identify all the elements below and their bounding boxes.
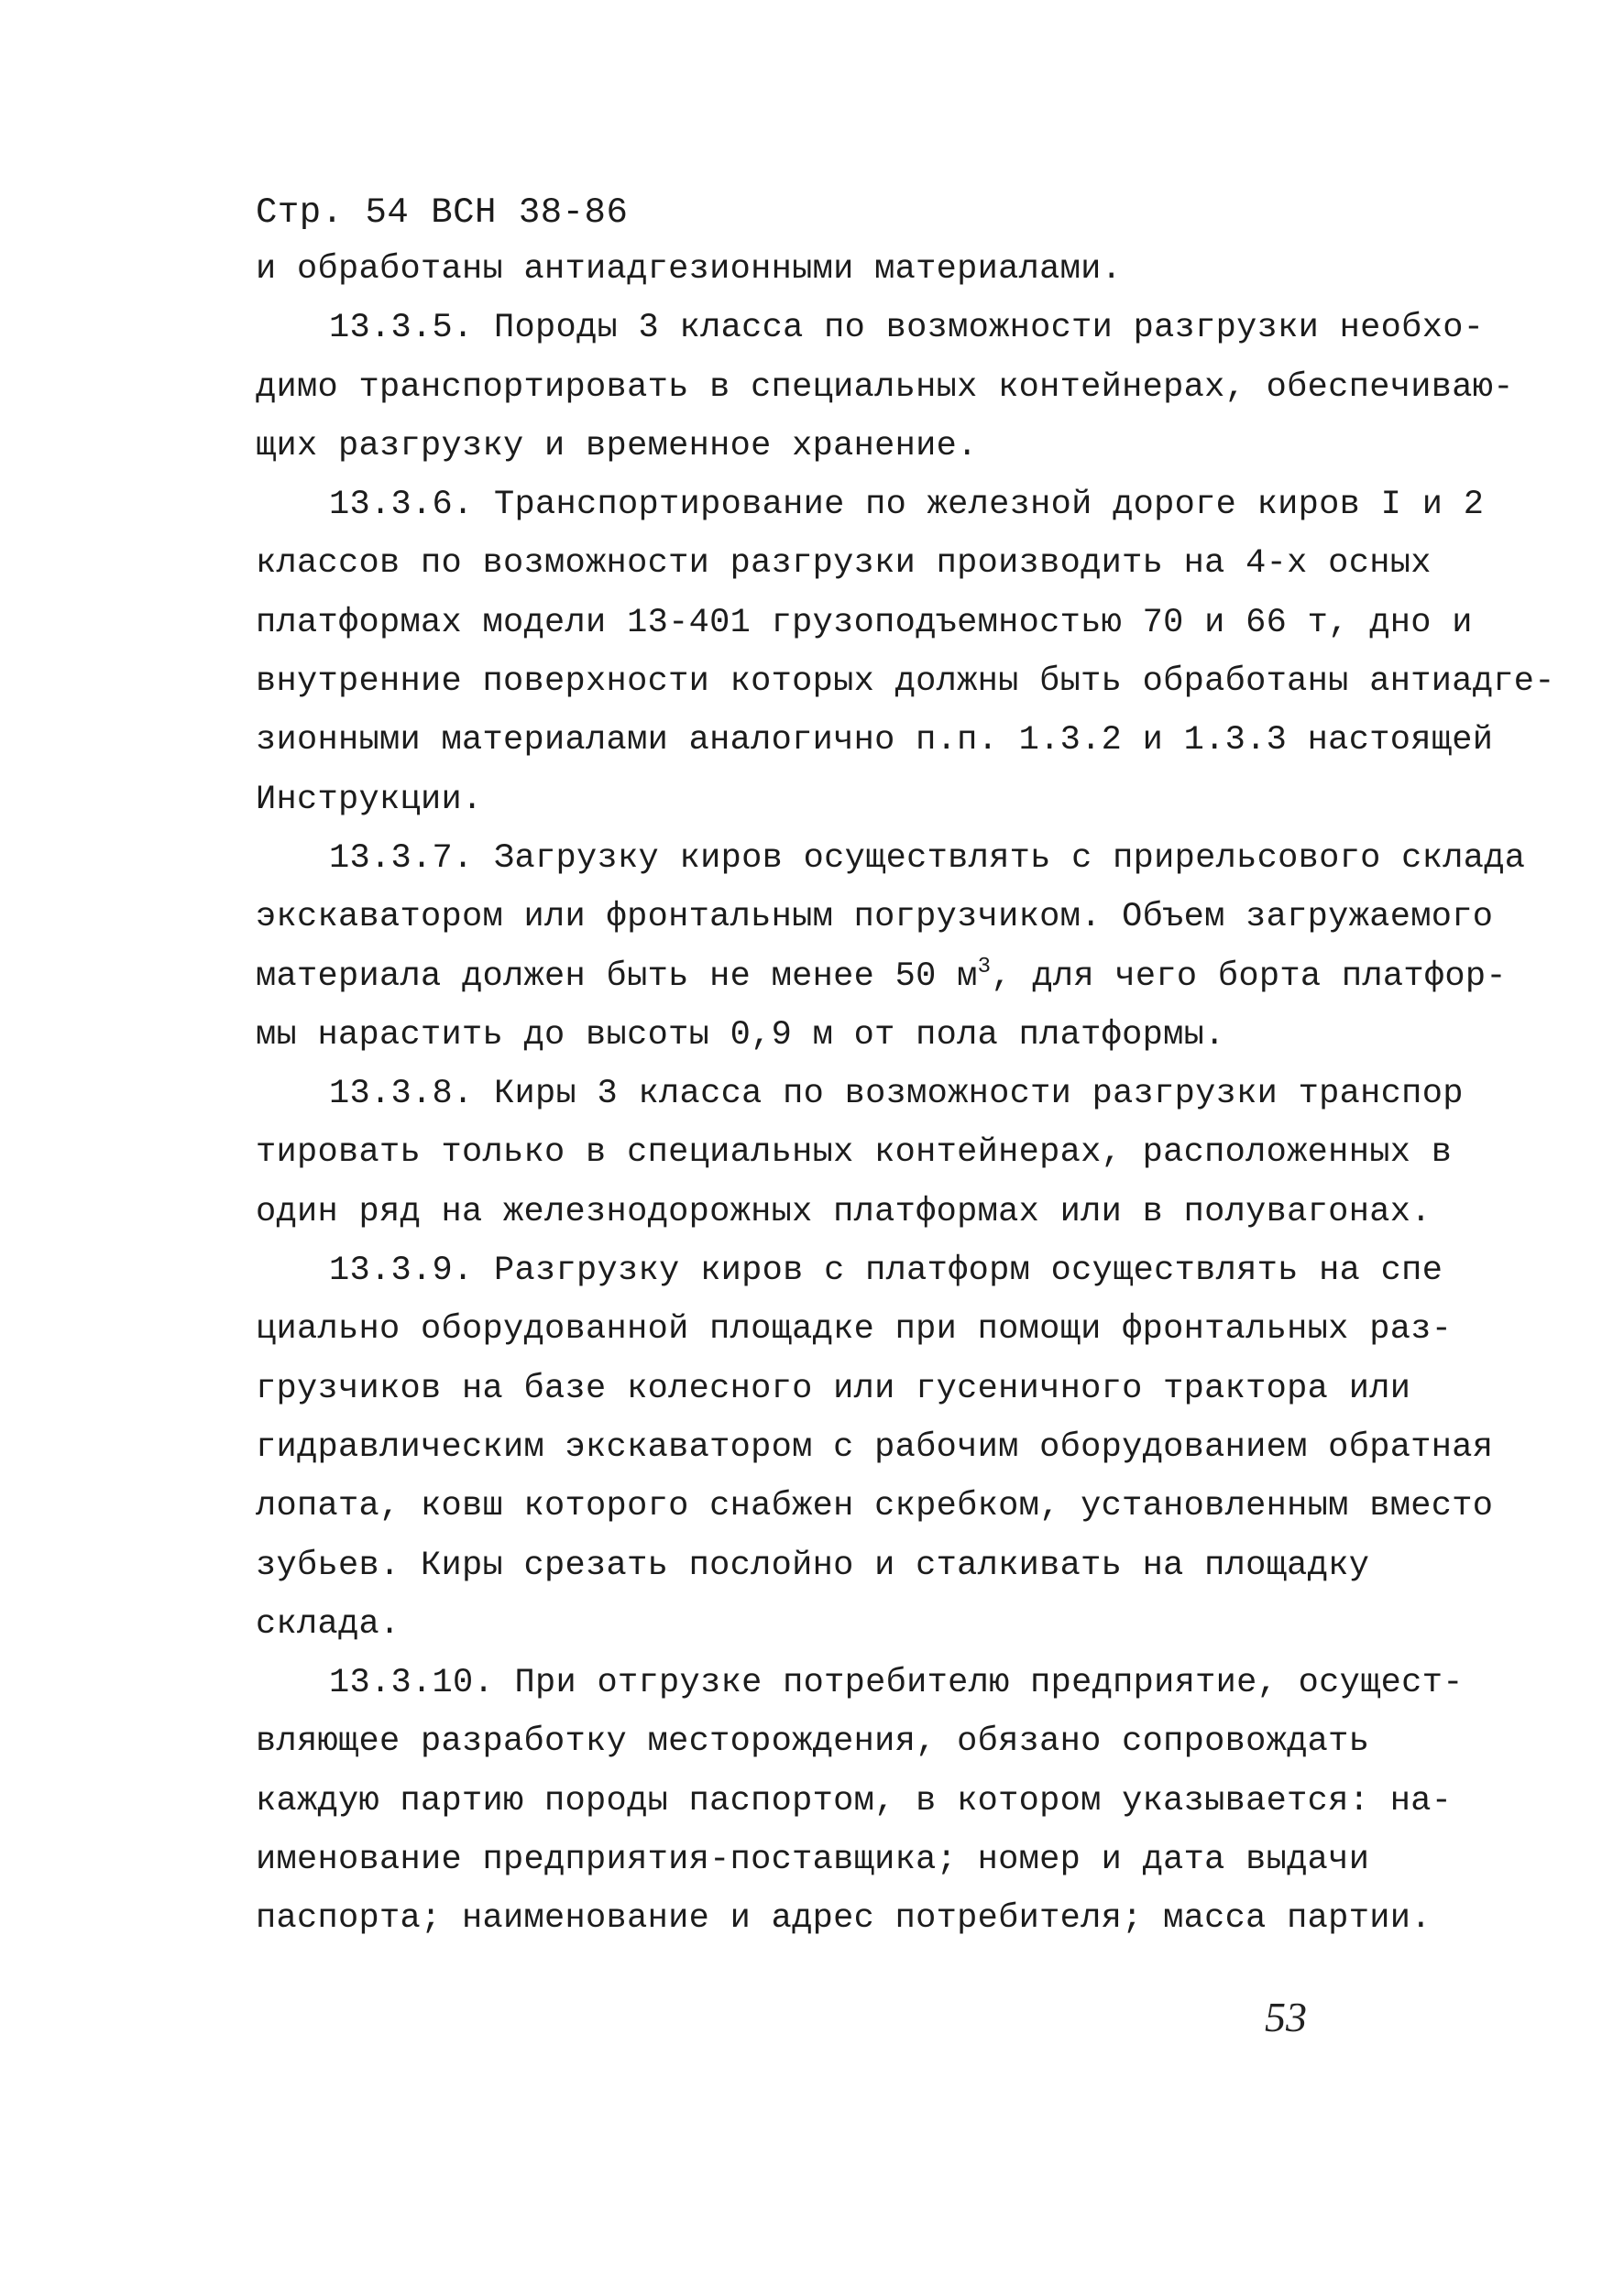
paragraph-13-3-8-start: 13.3.8. Киры 3 класса по возможности разгрузки транспор xyxy=(329,1075,1464,1114)
paragraph-13-3-5-start: 13.3.5. Породы 3 класса по возможности разгрузки необхо- xyxy=(329,309,1485,348)
paragraph-line-volume xyxy=(256,947,1507,1006)
volume-superscript: 3 xyxy=(977,954,992,979)
paragraph-line: зубьев. Киры срезать послойно и сталкивать на площадку xyxy=(256,1546,1370,1585)
paragraph-line: зионными материалами аналогично п.п. 1.3.2 и 1.3.3 настоящей xyxy=(256,721,1494,760)
paragraph-line: платформах модели 13-401 грузоподъемностью 70 и 66 т, дно и xyxy=(256,603,1473,642)
paragraph-line: склада. xyxy=(256,1604,401,1644)
paragraph-13-3-10-start: 13.3.10. При отгрузке потребителю предприятие, осущест- xyxy=(329,1664,1464,1703)
paragraph-line: именование предприятия-поставщика; номер и дата выдачи xyxy=(256,1841,1370,1880)
paragraph-13-3-9-start: 13.3.9. Разгрузку киров с платформ осуществлять на спе xyxy=(329,1252,1443,1291)
paragraph-line: щих разгрузку и временное хранение. xyxy=(256,426,978,465)
paragraph-line: гидравлическим экскаватором с рабочим оборудованием обратная xyxy=(256,1427,1494,1467)
paragraph-line: циально оборудованной площадке при помощи фронтальных раз- xyxy=(256,1310,1453,1350)
volume-suffix: , для чего борта платфор- xyxy=(991,957,1507,996)
paragraph-line: классов по возможности разгрузки производить на 4-х осных xyxy=(256,544,1432,584)
paragraph-line: грузчиков на базе колесного или гусеничного трактора или xyxy=(256,1369,1411,1408)
paragraph-line: тировать только в специальных контейнерах, расположенных в xyxy=(256,1133,1453,1173)
paragraph-line: мы нарастить до высоты 0,9 м от пола платформы. xyxy=(256,1015,1225,1055)
page-header: Стр. 54 ВСН 38-86 xyxy=(256,192,629,233)
paragraph-line: димо транспортировать в специальных контейнерах, обеспечиваю- xyxy=(256,367,1514,407)
paragraph-13-3-7-start: 13.3.7. Загрузку киров осуществлять с прирельсового склада xyxy=(329,838,1526,878)
paragraph-line: паспорта; наименование и адрес потребителя; масса партии. xyxy=(256,1899,1432,1939)
paragraph-line: Инструкции. xyxy=(256,780,483,819)
page-number: 53 xyxy=(1265,1994,1307,2040)
paragraph-line: экскаватором или фронтальным погрузчиком. Объем загружаемого xyxy=(256,898,1494,937)
paragraph-13-3-6-start: 13.3.6. Транспортирование по железной дороге киров I и 2 xyxy=(329,486,1485,525)
paragraph-line: вляющее разработку месторождения, обязано сопровождать xyxy=(256,1722,1370,1762)
paragraph-line: и обработаны антиадгезионными материалами. xyxy=(256,250,1123,289)
document-body xyxy=(256,240,1555,1949)
paragraph-line: лопата, ковш которого снабжен скребком, установленным вместо xyxy=(256,1487,1494,1526)
paragraph-line: каждую партию породы паспортом, в котором указывается: на- xyxy=(256,1781,1453,1820)
paragraph-line: внутренние поверхности которых должны быть обработаны антиадге- xyxy=(256,662,1555,702)
paragraph-line: один ряд на железнодорожных платформах или в полувагонах. xyxy=(256,1192,1432,1231)
volume-text: материала должен быть не менее 50 м xyxy=(256,957,978,996)
